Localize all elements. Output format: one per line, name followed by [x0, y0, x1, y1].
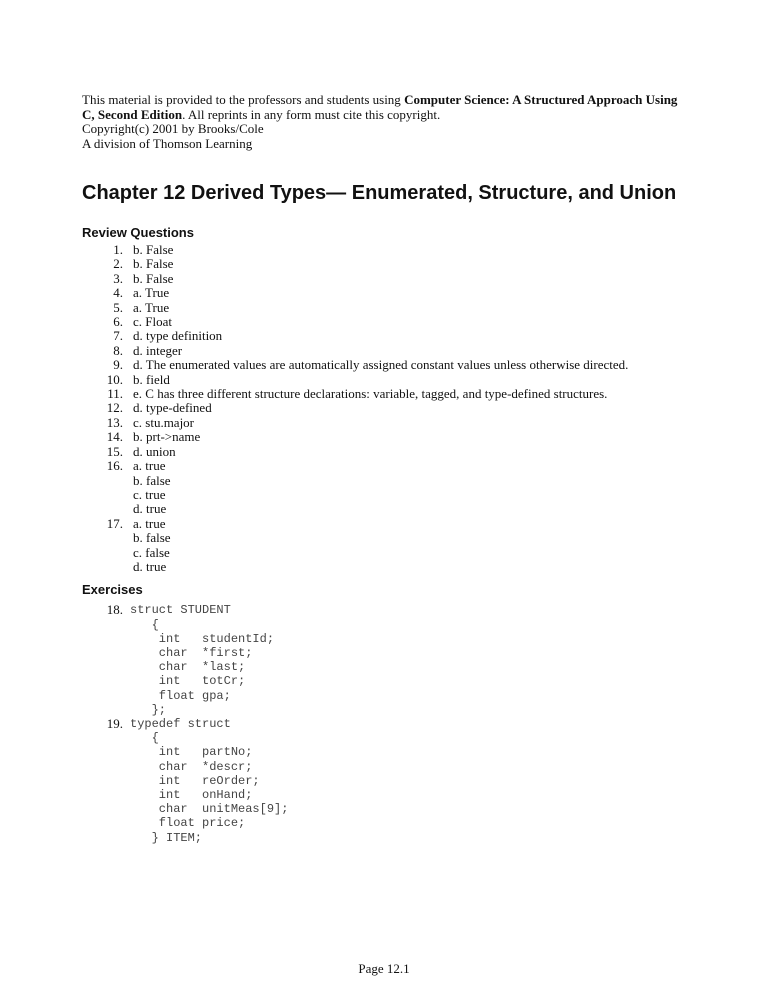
exercise-number: 18.	[106, 602, 123, 618]
code-block: typedef struct { int partNo; char *descr; int reOrder; int onHand; char unitMeas[9]; float price; } ITEM;	[130, 716, 289, 845]
list-item	[82, 329, 768, 343]
item-answer: e. C has three different structure declarations: variable, tagged, and type-defined structures.	[133, 386, 608, 402]
list-item	[82, 243, 768, 257]
exercises-list	[82, 603, 768, 844]
exercise-item	[82, 717, 768, 845]
item-number: 4.	[113, 285, 123, 301]
item-number: 17.	[106, 515, 123, 531]
item-number: 7.	[113, 328, 123, 344]
list-item	[82, 358, 768, 372]
item-answer: d. true	[133, 558, 167, 574]
item-answer: a. True	[133, 299, 170, 315]
item-answer: b. False	[133, 256, 174, 272]
item-answer: b. false	[133, 472, 171, 488]
item-answer: a. true	[133, 458, 166, 474]
item-number	[82, 474, 133, 488]
exercise-item	[82, 603, 768, 717]
item-answer: d. true	[133, 501, 167, 517]
item-answer: c. stu.major	[133, 414, 195, 430]
item-number: 13.	[106, 414, 123, 430]
list-item	[82, 315, 768, 329]
item-number: 9.	[113, 357, 123, 373]
item-answer: c. false	[133, 544, 170, 560]
review-questions-list	[82, 243, 768, 574]
item-answer: d. type-defined	[133, 400, 212, 416]
list-item	[82, 344, 768, 358]
item-answer: a. true	[133, 515, 166, 531]
item-number: 3.	[113, 270, 123, 286]
item-number: 8.	[113, 342, 123, 358]
list-item	[82, 430, 768, 444]
item-number: 10.	[106, 371, 123, 387]
exercise-number: 19.	[106, 715, 123, 731]
item-answer: a. True	[133, 285, 170, 301]
item-answer: d. integer	[133, 342, 183, 358]
list-item	[82, 517, 768, 531]
item-number	[82, 502, 133, 516]
list-item	[82, 257, 768, 271]
item-number: 14.	[106, 429, 123, 445]
list-item	[82, 286, 768, 300]
chapter-title: Chapter 12 Derived Types— Enumerated, Structure, and Union	[82, 182, 677, 204]
list-item	[82, 272, 768, 286]
list-item	[82, 459, 768, 473]
book-title: Computer Science: A Structured Approach Using C, Second Edition	[82, 92, 678, 122]
item-number: 12.	[106, 400, 123, 416]
division-line: A division of Thomson Learning	[82, 135, 253, 151]
item-answer: c. true	[133, 486, 166, 502]
list-item	[82, 445, 768, 459]
item-answer: d. union	[133, 443, 176, 459]
item-answer: b. False	[133, 270, 174, 286]
item-number: 1.	[113, 242, 123, 257]
copyright-notice	[82, 93, 692, 151]
item-number	[82, 488, 133, 502]
page-number: Page 12.1	[358, 961, 410, 976]
item-answer: b. false	[133, 530, 171, 546]
list-item	[82, 502, 768, 516]
list-item	[82, 401, 768, 415]
item-answer: b. False	[133, 242, 174, 257]
item-number	[82, 560, 133, 574]
item-answer: d. type definition	[133, 328, 223, 344]
item-number: 15.	[106, 443, 123, 459]
item-number	[82, 531, 133, 545]
list-item	[82, 531, 768, 545]
item-answer: b. prt->name	[133, 429, 201, 445]
item-answer: b. field	[133, 371, 170, 387]
item-answer: c. Float	[133, 314, 172, 330]
intro-text-2: . All reprints in any form must cite this copyright.	[182, 106, 441, 122]
list-item	[82, 560, 768, 574]
intro-text: This material is provided to the professors and students using	[82, 92, 405, 107]
list-item	[82, 416, 768, 430]
item-number: 5.	[113, 299, 123, 315]
list-item	[82, 373, 768, 387]
list-item	[82, 546, 768, 560]
list-item	[82, 488, 768, 502]
exercises-heading: Exercises	[82, 582, 143, 598]
item-answer: d. The enumerated values are automatically assigned constant values unless otherwise directed.	[133, 357, 629, 373]
item-number	[82, 546, 133, 560]
item-number: 11.	[107, 386, 123, 402]
item-number: 6.	[113, 314, 123, 330]
copyright-line: Copyright(c) 2001 by Brooks/Cole	[82, 121, 264, 136]
list-item	[82, 301, 768, 315]
item-number: 2.	[113, 256, 123, 272]
item-number: 16.	[106, 458, 123, 474]
list-item	[82, 387, 768, 401]
code-block: struct STUDENT { int studentId; char *first; char *last; int totCr; float gpa; };	[130, 603, 275, 717]
review-questions-heading: Review Questions	[82, 225, 194, 240]
list-item	[82, 474, 768, 488]
